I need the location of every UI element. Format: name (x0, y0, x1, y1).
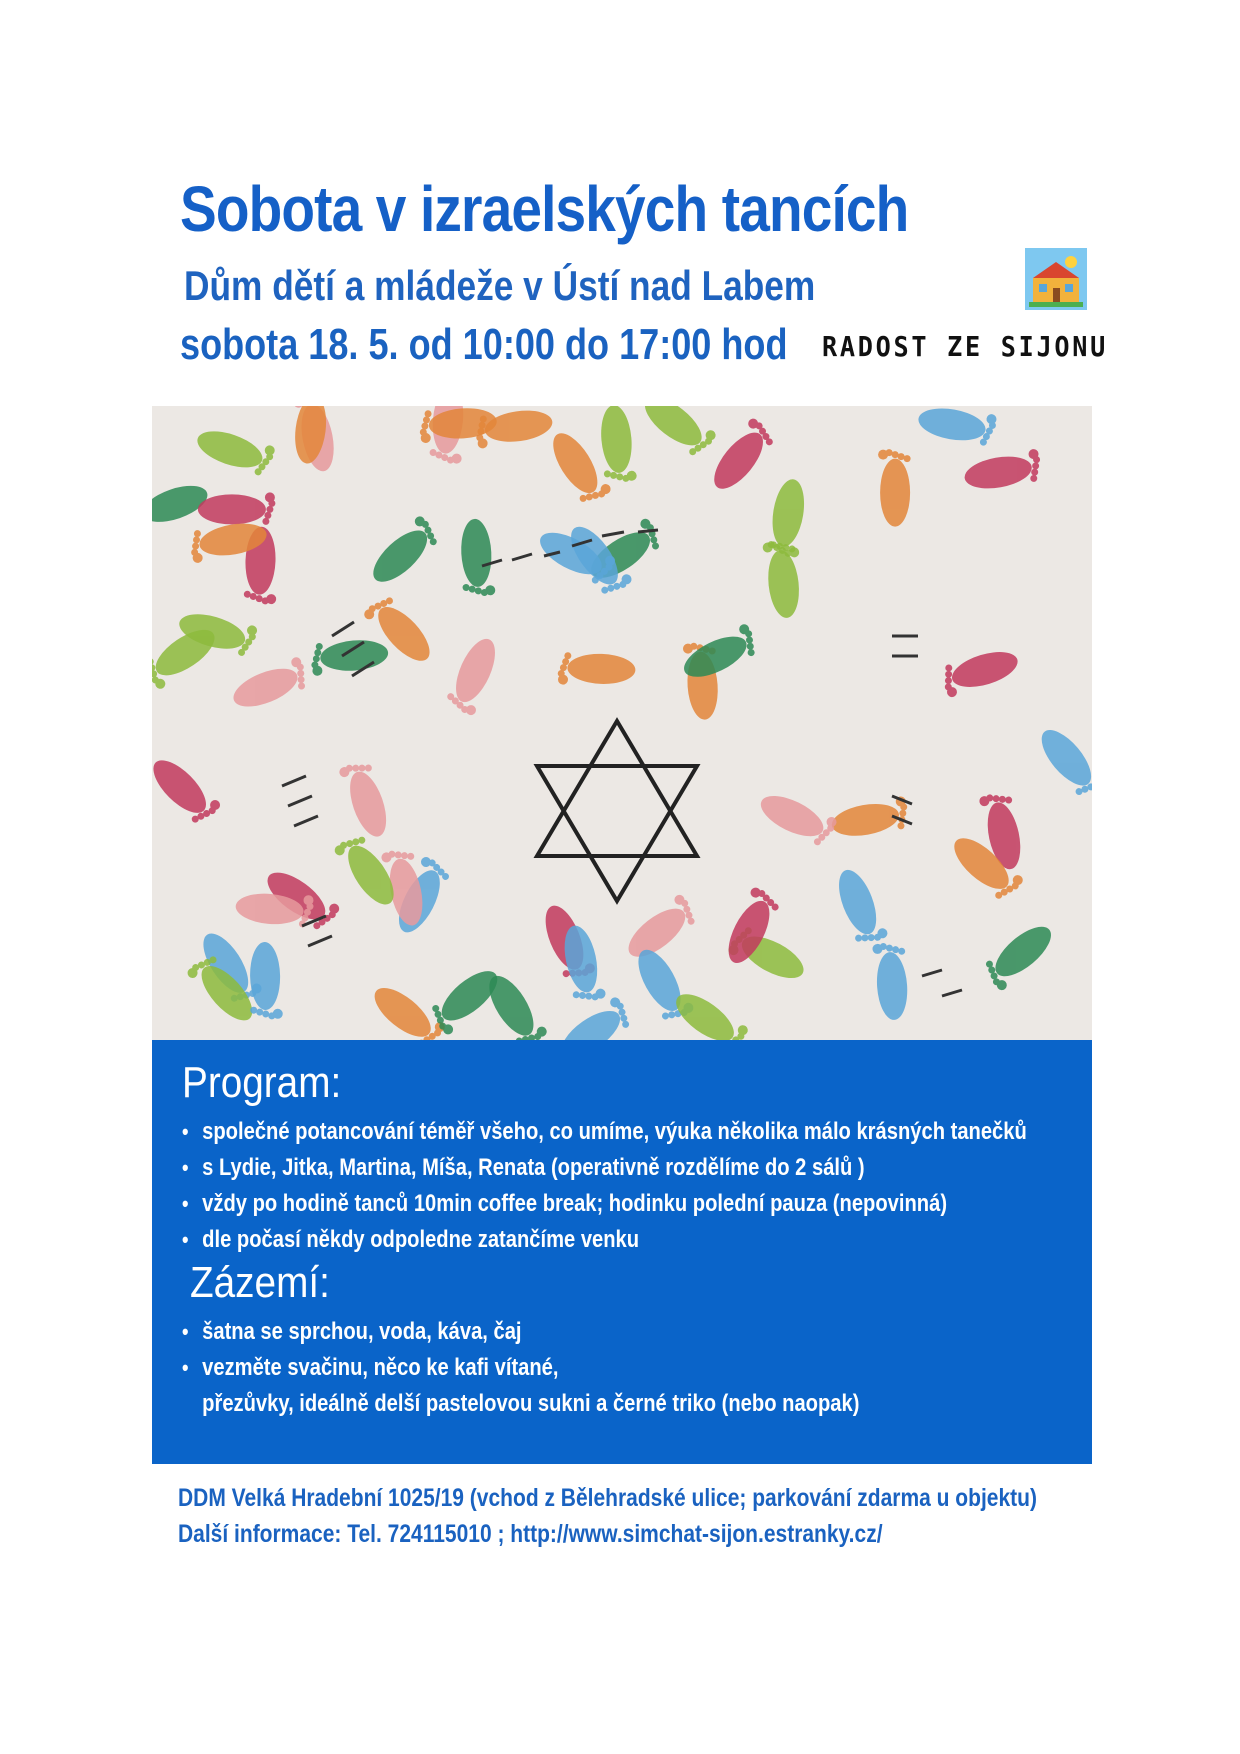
program-panel (152, 1040, 1092, 1464)
zazemi-item: • šatna se sprchou, voda, káva, čaj (182, 1314, 859, 1350)
program-heading: Program: (182, 1058, 342, 1107)
organization-logo-text: RADOST ZE SIJONU (822, 330, 1108, 363)
zazemi-heading: Zázemí: (190, 1258, 330, 1307)
zazemi-item-continuation: přezůvky, ideálně delší pastelovou sukni a černé triko (nebo naopak) (202, 1390, 860, 1417)
footer-contact-info: Další informace: Tel. 724115010 ; http://www.simchat-sijon.estranky.cz/ (178, 1520, 883, 1548)
venue-subtitle: Dům dětí a mládeže v Ústí nad Labem (184, 262, 816, 309)
painted-footprints-photo (152, 406, 1092, 1040)
zazemi-list (182, 1314, 988, 1422)
footer-address: DDM Velká Hradební 1025/19 (vchod z Bělehradské ulice; parkování zdarma u objektu) (178, 1484, 1037, 1512)
program-item: • vždy po hodině tanců 10min coffee break; hodinku polední pauza (nepovinná) (182, 1186, 1027, 1222)
zazemi-item: • vezměte svačinu, něco ke kafi vítané, (182, 1350, 859, 1386)
program-item: • s Lydie, Jitka, Martina, Míša, Renata (operativně rozdělíme do 2 sálů ) (182, 1150, 1027, 1186)
program-item: • dle počasí někdy odpoledne zatančíme venku (182, 1222, 1027, 1258)
poster-title: Sobota v izraelských tancích (180, 173, 909, 245)
event-date: sobota 18. 5. od 10:00 do 17:00 hod (180, 320, 788, 369)
program-list (182, 1114, 1188, 1258)
program-item: • společné potancování téměř všeho, co umíme, výuka několika málo krásných tanečků (182, 1114, 1027, 1150)
organization-logo-icon (1025, 248, 1087, 310)
